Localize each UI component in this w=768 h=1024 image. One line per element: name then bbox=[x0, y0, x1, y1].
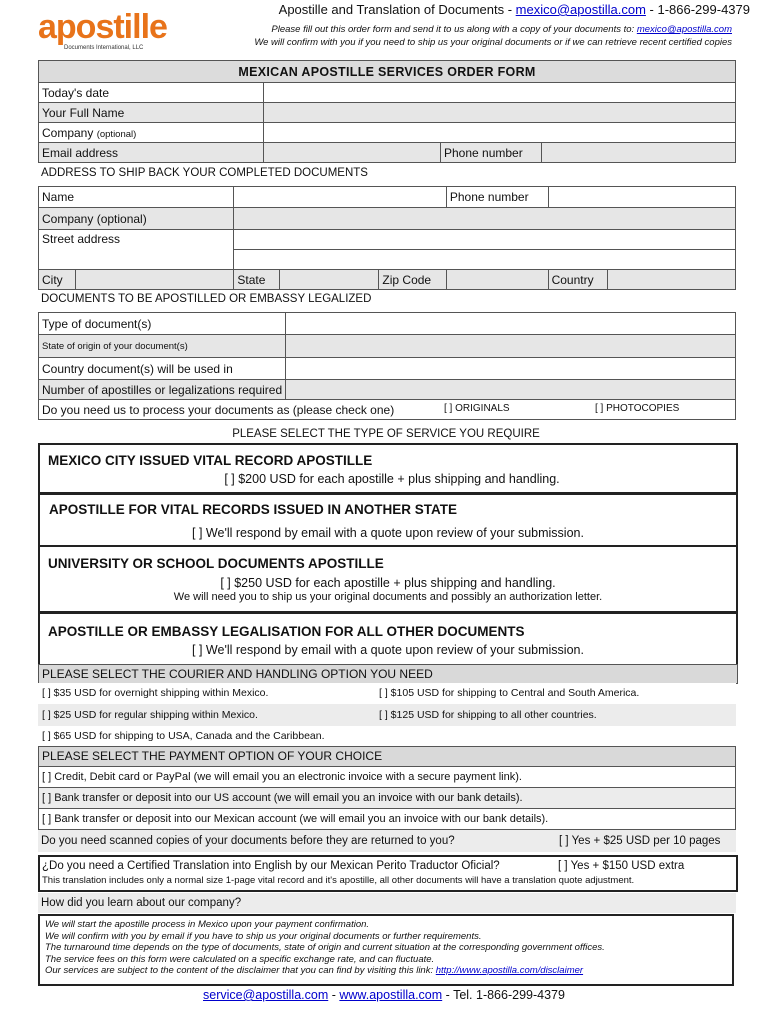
service-4-option[interactable]: [ ] We'll respond by email with a quote upon review of your submission. bbox=[192, 643, 584, 657]
note-2: We will confirm with you by email if you have to ship us your original documents or further requirements. bbox=[45, 930, 482, 942]
learn-about-question: How did you learn about our company? bbox=[41, 897, 242, 909]
doc-type-field[interactable] bbox=[286, 313, 736, 335]
instructions-note: We will confirm with you if you need to ship us your original documents or if we can retrieve recent certified copies bbox=[254, 37, 732, 48]
ship-country-label: Country bbox=[548, 270, 607, 290]
doc-process-label: Do you need us to process your documents as (please check one) bbox=[42, 402, 395, 417]
scan-copies-row bbox=[38, 830, 736, 852]
email-field[interactable] bbox=[264, 143, 441, 163]
service-2-title: APOSTILLE FOR VITAL RECORDS ISSUED IN ANOTHER STATE bbox=[49, 502, 458, 517]
header-line-1 bbox=[240, 2, 750, 17]
service-4-title: APOSTILLE OR EMBASSY LEGALISATION FOR ALL OTHER DOCUMENTS bbox=[48, 624, 525, 639]
instructions-text: Please fill out this order form and send it to us along with a copy of your documents to: bbox=[271, 24, 637, 35]
full-name-field[interactable] bbox=[264, 103, 736, 123]
note-3: The turnaround time depends on the type of documents, state of origin and current situation at the corresponding government offices. bbox=[45, 942, 605, 954]
service-box-university bbox=[38, 545, 738, 613]
header-email-link[interactable]: mexico@apostilla.com bbox=[515, 2, 646, 17]
instructions-email-link[interactable]: mexico@apostilla.com bbox=[636, 24, 732, 35]
translation-question: ¿Do you need a Certified Translation into English by our Mexican Perito Traductor Oficial? bbox=[42, 860, 500, 872]
company-logo bbox=[38, 8, 168, 52]
ship-phone-label: Phone number bbox=[446, 187, 548, 208]
ship-phone-field[interactable] bbox=[548, 187, 735, 208]
doc-type-label: Type of document(s) bbox=[39, 313, 286, 335]
doc-country-field[interactable] bbox=[286, 358, 736, 380]
courier-usa-canada[interactable]: [ ] $65 USD for shipping to USA, Canada and the Caribbean. bbox=[42, 730, 325, 742]
courier-overnight-mexico[interactable]: [ ] $35 USD for overnight shipping within Mexico. bbox=[42, 687, 269, 699]
service-3-note: We will need you to ship us your original documents and possibly an authorization letter. bbox=[173, 591, 603, 603]
payment-mexican-bank[interactable]: [ ] Bank transfer or deposit into our Mexican account (we will email you an invoice with our bank details). bbox=[42, 813, 549, 825]
doc-country-label: Country document(s) will be used in bbox=[39, 358, 286, 380]
learn-about-row bbox=[38, 893, 736, 913]
doc-number-label: Number of apostilles or legalizations required bbox=[39, 380, 286, 400]
doc-number-field[interactable] bbox=[286, 380, 736, 400]
service-3-option[interactable]: [ ] $250 USD for each apostille + plus shipping and handling. bbox=[220, 576, 556, 590]
scan-copies-option[interactable]: [ ] Yes + $25 USD per 10 pages bbox=[559, 835, 721, 847]
note-4: The service fees on this form were calculated on a specific exchange rate, and can fluctuate. bbox=[45, 953, 435, 965]
logo-graphic bbox=[38, 8, 168, 52]
footer-website-link[interactable]: www.apostilla.com bbox=[339, 988, 443, 1002]
ship-section-label: ADDRESS TO SHIP BACK YOUR COMPLETED DOCUMENTS bbox=[41, 167, 368, 179]
ship-city-label: City bbox=[39, 270, 76, 290]
service-1-title: MEXICO CITY ISSUED VITAL RECORD APOSTILLE bbox=[48, 453, 373, 468]
disclaimer-link[interactable]: http://www.apostilla.com/disclaimer bbox=[435, 965, 584, 977]
ship-city-field[interactable] bbox=[76, 270, 234, 290]
docs-section-label: DOCUMENTS TO BE APOSTILLED OR EMBASSY LEGALIZED bbox=[41, 293, 372, 305]
ship-street-field-2[interactable] bbox=[234, 250, 736, 270]
payment-section-label: PLEASE SELECT THE PAYMENT OPTION OF YOUR CHOICE bbox=[39, 747, 735, 767]
service-section-label: PLEASE SELECT THE TYPE OF SERVICE YOU REQUIRE bbox=[232, 428, 540, 440]
service-box-mexico-city bbox=[38, 443, 738, 494]
doc-process-row bbox=[39, 400, 736, 420]
footer-email-link[interactable]: service@apostilla.com bbox=[203, 988, 329, 1002]
note-5 bbox=[45, 965, 727, 977]
payment-card-paypal[interactable]: [ ] Credit, Debit card or PayPal (we will email you an electronic invoice with a secure payment link). bbox=[39, 767, 735, 788]
ship-country-field[interactable] bbox=[608, 270, 736, 290]
service-box-other-state bbox=[38, 493, 738, 547]
ship-street-label: Street address bbox=[39, 230, 234, 270]
doc-state-origin-label: State of origin of your document(s) bbox=[39, 335, 286, 358]
customer-info-table bbox=[38, 60, 736, 163]
logo-subtitle: Documents International, LLC bbox=[64, 45, 144, 51]
service-3-title: UNIVERSITY OR SCHOOL DOCUMENTS APOSTILLE bbox=[48, 556, 384, 571]
ship-state-label: State bbox=[234, 270, 279, 290]
ship-name-field[interactable] bbox=[234, 187, 446, 208]
service-1-option[interactable]: [ ] $200 USD for each apostille + plus shipping and handling. bbox=[224, 472, 560, 486]
footer-separator: - bbox=[328, 988, 340, 1002]
email-label: Email address bbox=[39, 143, 264, 163]
translation-box bbox=[38, 855, 738, 892]
courier-central-south-america[interactable]: [ ] $105 USD for shipping to Central and South America. bbox=[379, 687, 640, 699]
courier-other-countries[interactable]: [ ] $125 USD for shipping to all other countries. bbox=[379, 709, 597, 721]
translation-option[interactable]: [ ] Yes + $150 USD extra bbox=[558, 860, 685, 872]
todays-date-field[interactable] bbox=[264, 83, 736, 103]
ship-name-label: Name bbox=[39, 187, 234, 208]
header-instructions bbox=[170, 23, 732, 49]
photocopies-checkbox[interactable]: [ ] PHOTOCOPIES bbox=[595, 403, 680, 414]
terms-notes bbox=[38, 914, 734, 986]
courier-section bbox=[38, 664, 738, 684]
service-2-option[interactable]: [ ] We'll respond by email with a quote upon review of your submission. bbox=[192, 526, 584, 540]
todays-date-label: Today's date bbox=[39, 83, 264, 103]
courier-regular-mexico[interactable]: [ ] $25 USD for regular shipping within Mexico. bbox=[42, 709, 258, 721]
ship-zip-field[interactable] bbox=[446, 270, 548, 290]
scan-copies-question: Do you need scanned copies of your documents before they are returned to you? bbox=[41, 835, 455, 847]
logo-wordmark: apostille bbox=[38, 8, 167, 46]
service-box-other-documents bbox=[38, 612, 738, 666]
footer-phone: - Tel. 1-866-299-4379 bbox=[442, 988, 565, 1002]
phone-field[interactable] bbox=[542, 143, 736, 163]
doc-state-origin-field[interactable] bbox=[286, 335, 736, 358]
documents-table bbox=[38, 312, 736, 420]
full-name-label: Your Full Name bbox=[39, 103, 264, 123]
translation-note: This translation includes only a normal size 1-page vital record and it's apostille, all other documents will have a translation quote adjustment. bbox=[42, 875, 635, 886]
company-field[interactable] bbox=[264, 123, 736, 143]
company-label: Company (optional) bbox=[39, 123, 264, 143]
header-title: Apostille and Translation of Documents - bbox=[278, 2, 516, 17]
form-title: MEXICAN APOSTILLE SERVICES ORDER FORM bbox=[39, 61, 736, 83]
shipping-address-table bbox=[38, 186, 736, 290]
note-5-text: Our services are subject to the content of the disclaimer that you can find by visiting this link: bbox=[45, 965, 436, 977]
ship-company-field[interactable] bbox=[234, 208, 736, 230]
payment-section bbox=[38, 746, 736, 830]
phone-label: Phone number bbox=[441, 143, 542, 163]
originals-checkbox[interactable]: [ ] ORIGINALS bbox=[444, 403, 510, 414]
courier-section-label: PLEASE SELECT THE COURIER AND HANDLING OPTION YOU NEED bbox=[42, 667, 433, 681]
page-footer bbox=[0, 988, 768, 1002]
ship-zip-label: Zip Code bbox=[379, 270, 446, 290]
ship-street-field-1[interactable] bbox=[234, 230, 736, 250]
ship-state-field[interactable] bbox=[279, 270, 379, 290]
note-1: We will start the apostille process in Mexico upon your payment confirmation. bbox=[45, 919, 370, 930]
header-phone: - 1-866-299-4379 bbox=[645, 2, 750, 17]
payment-us-bank[interactable]: [ ] Bank transfer or deposit into our US account (we will email you an invoice with our bank details). bbox=[39, 788, 735, 809]
ship-company-label: Company (optional) bbox=[39, 208, 234, 230]
